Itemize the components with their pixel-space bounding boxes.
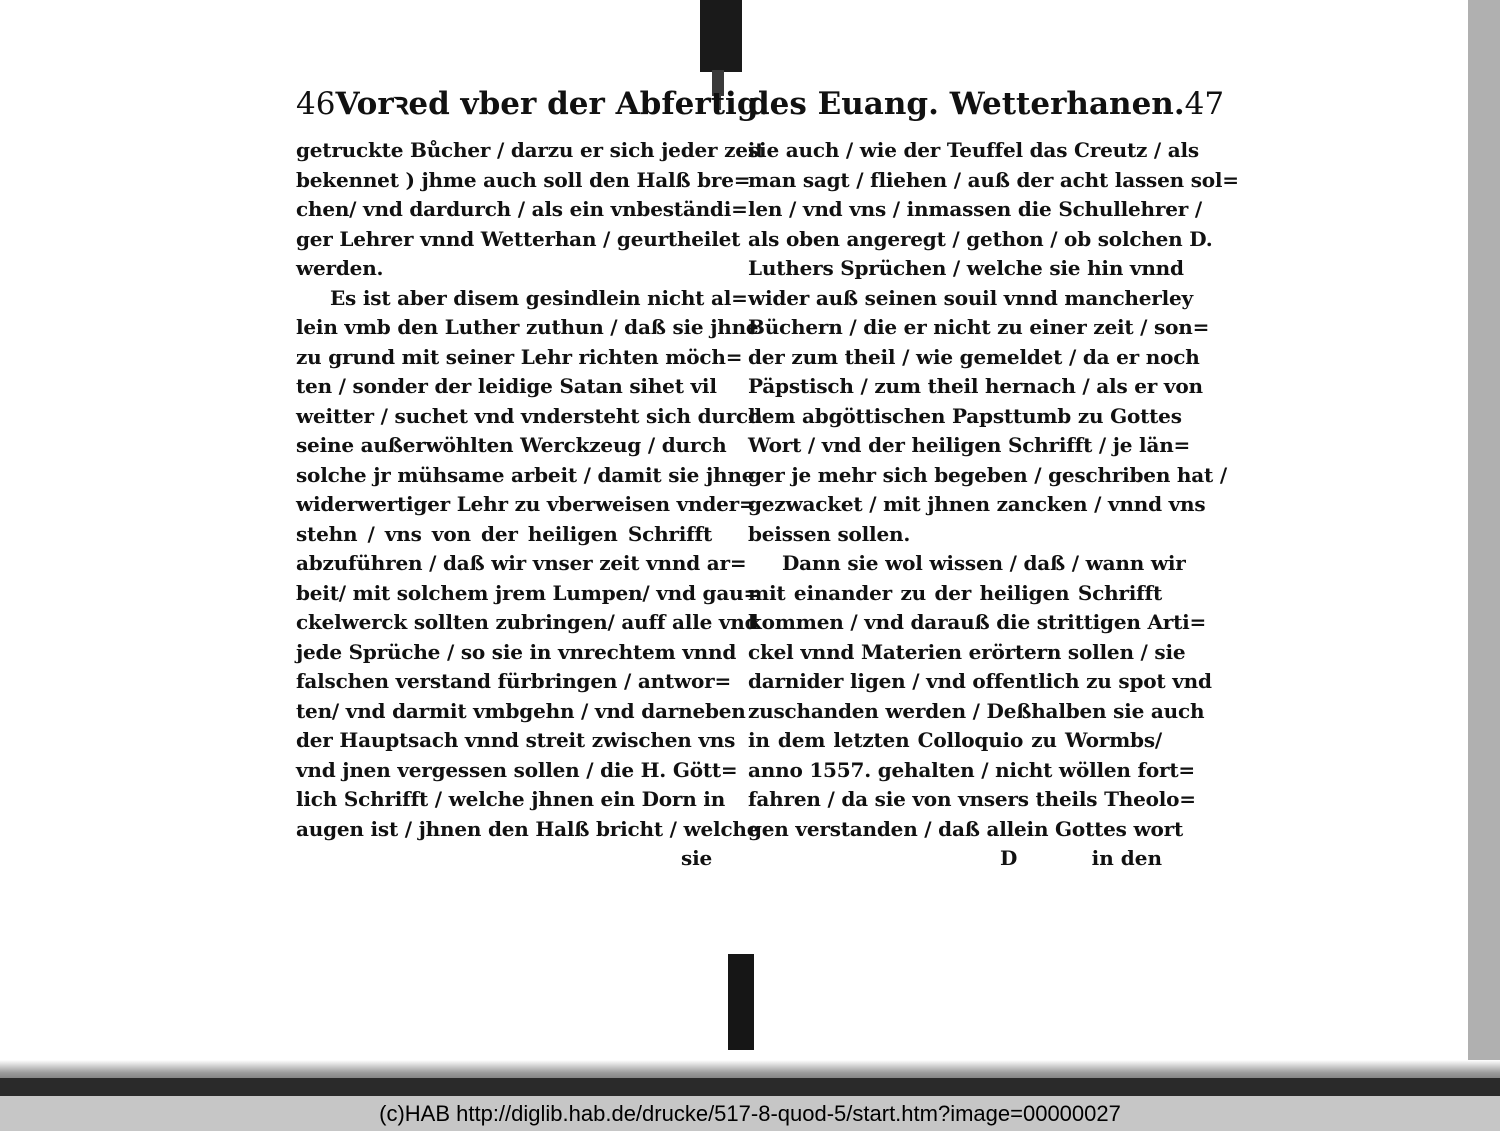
text-line: dem abgöttischen Papsttumb zu Gottes <box>748 403 1182 428</box>
text-line: darnider ligen / vnd offentlich zu spot vnd <box>748 669 1212 693</box>
copyright-footer: (c)HAB http://diglib.hab.de/drucke/517-8-quod-5/start.htm?image=00000027 <box>0 1096 1500 1131</box>
text-line: zu grund mit seiner Lehr richten möch= <box>296 344 743 369</box>
text-line: ckel vnnd Materien erörtern sollen / sie <box>748 639 1186 664</box>
text-line: wider auß seinen souil vnnd mancherley <box>748 285 1193 310</box>
text-line: Luthers Sprüchen / welche sie hin vnnd <box>748 256 1184 280</box>
text-line: Es ist aber disem gesindlein nicht al= <box>330 285 748 310</box>
text-line: der zum theil / wie gemeldet / da er noch <box>748 344 1200 369</box>
text-line: anno 1557. gehalten / nicht wöllen fort= <box>748 757 1195 782</box>
text-line: vnd jnen vergessen sollen / die H. Gött= <box>296 757 738 782</box>
left-page-text <box>296 136 765 874</box>
text-line: Wort / vnd der heiligen Schrifft / je län= <box>748 433 1191 457</box>
catchword: sie <box>681 846 712 870</box>
right-page-header <box>748 84 1225 124</box>
text-line: als oben angeregt / gethon / ob solchen D. <box>748 226 1213 251</box>
left-running-head: Vorꝛed vber der Abfertig. <box>335 86 770 122</box>
text-line: lein vmb den Luther zuthun / daß sie jhne <box>296 315 759 339</box>
signature-mark: D <box>1000 846 1018 870</box>
text-line: kommen / vnd darauß die strittigen Arti= <box>748 610 1207 634</box>
text-line: fahren / da sie von vnsers theils Theolo= <box>748 787 1196 811</box>
text-line: getruckte Bůcher / darzu er sich jeder zeit <box>296 138 765 162</box>
text-line: Büchern / die er nicht zu einer zeit / son= <box>748 315 1210 339</box>
text-line: solche jr mühsame arbeit / damit sie jhne <box>296 462 755 487</box>
scan-bottom-edge <box>0 1078 1500 1098</box>
left-page-number: 46 <box>296 86 336 122</box>
left-page-header <box>296 84 770 124</box>
right-running-head: des Euang. Wetterhanen. <box>748 86 1185 122</box>
text-line: gezwacket / mit jhnen zancken / vnnd vns <box>748 492 1206 516</box>
text-line: chen/ vnd dardurch / als ein vnbeständi= <box>296 197 748 221</box>
text-line: Dann sie wol wissen / daß / wann wir <box>782 551 1186 575</box>
text-line: beissen sollen. <box>748 521 911 546</box>
text-line: abzuführen / daß wir vnser zeit vnnd ar= <box>296 551 747 575</box>
text-line: bekennet ) jhme auch soll den Halß bre= <box>296 167 751 192</box>
text-line: weitter / suchet vnd vndersteht sich durch <box>296 403 763 428</box>
text-line: ger je mehr sich begeben / geschriben hat / <box>748 462 1227 487</box>
gutter-shadow-bottom <box>728 954 754 1050</box>
text-line: ger Lehrer vnnd Wetterhan / geurtheilet <box>296 226 741 251</box>
text-line: lich Schrifft / welche jhnen ein Dorn in <box>296 787 726 811</box>
text-line: stehn / vns von der heiligen Schrifft <box>296 521 712 546</box>
text-line: len / vnd vns / inmassen die Schullehrer / <box>748 197 1202 221</box>
scan-right-border <box>1468 0 1500 1131</box>
right-page <box>748 84 1239 874</box>
text-line: ten / sonder der leidige Satan sihet vil <box>296 374 717 398</box>
text-line: man sagt / fliehen / auß der acht lassen sol= <box>748 167 1239 192</box>
text-line: ten/ vnd darmit vmbgehn / vnd darneben <box>296 698 746 723</box>
right-page-number: 47 <box>1184 86 1225 122</box>
text-line: widerwertiger Lehr zu vberweisen vnder= <box>296 492 756 516</box>
catchword: in den <box>1091 846 1162 870</box>
text-line: gen verstanden / daß allein Gottes wort <box>748 816 1184 841</box>
right-page-text <box>748 136 1239 874</box>
text-line: seine außerwöhlten Werckzeug / durch <box>296 433 727 457</box>
text-line: jede Sprüche / so sie in vnrechtem vnnd <box>296 639 737 664</box>
text-line: in dem letzten Colloquio zu Wormbs/ <box>748 728 1162 752</box>
text-line: werden. <box>296 256 384 280</box>
text-line: augen ist / jhnen den Halß bricht / welche <box>296 816 760 841</box>
text-line: sie auch / wie der Teuffel das Creutz / als <box>748 138 1199 162</box>
text-line: ckelwerck sollten zubringen/ auff alle vnd <box>296 610 759 634</box>
gutter-shadow-top <box>700 0 742 72</box>
left-page <box>296 84 770 874</box>
text-line: falschen verstand fürbringen / antwor= <box>296 669 732 693</box>
text-line: beit/ mit solchem jrem Lumpen/ vnd gau= <box>296 580 760 605</box>
text-line: der Hauptsach vnnd streit zwischen vns <box>296 728 736 752</box>
right-page-foot <box>748 844 1162 874</box>
text-line: Päpstisch / zum theil hernach / als er von <box>748 374 1203 398</box>
text-line: mit einander zu der heiligen Schrifft <box>748 580 1162 605</box>
text-line: zuschanden werden / Deßhalben sie auch <box>748 698 1205 723</box>
